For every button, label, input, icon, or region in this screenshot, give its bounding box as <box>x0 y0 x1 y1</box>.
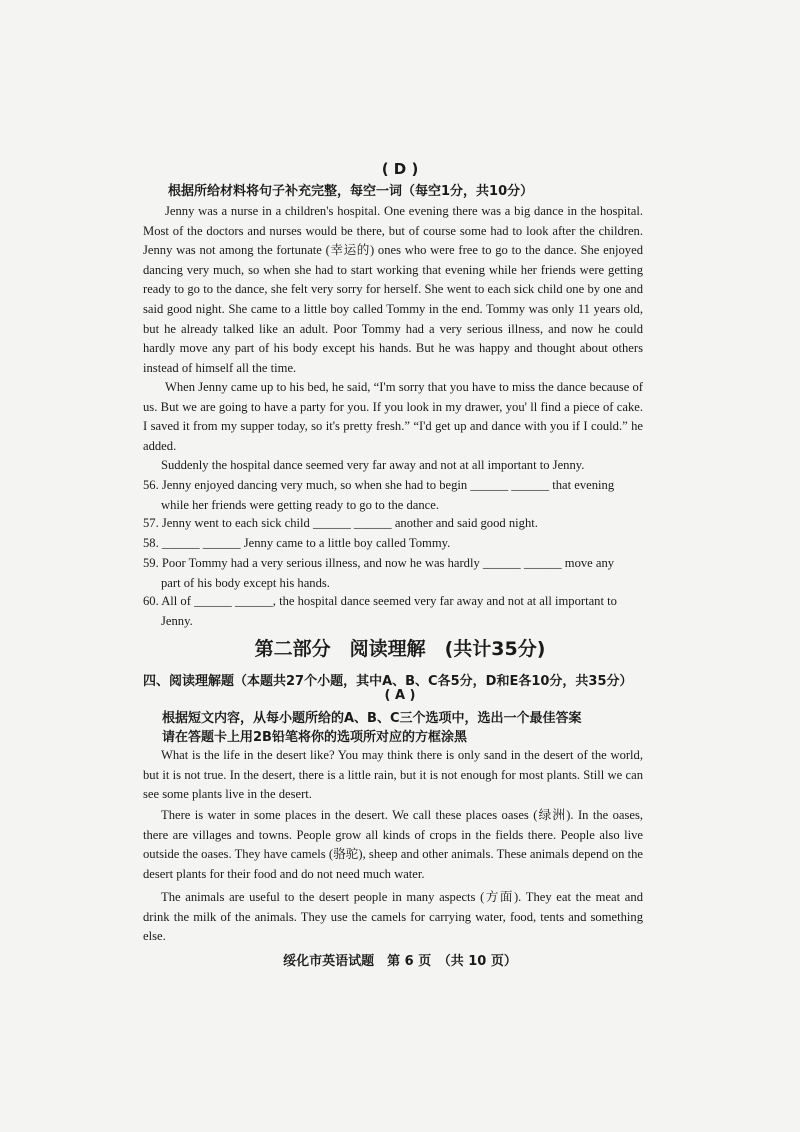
section-four-heading: 四、阅读理解题（本题共27个小题，其中A、B、C各5分，D和E各10分，共35分） <box>143 674 633 689</box>
question-56-line1: 56. Jenny enjoyed dancing very much, so when she had to begin ______ ______ that evening <box>143 478 615 492</box>
section-a-label: ( A ) <box>384 688 416 703</box>
passage-a-paragraph-1: What is the life in the desert like? You may think there is only sand in the desert of the world, but it is not true. In the desert, there is a little rain, but it is not enough for most plants. Still we can see some plants live in the desert. <box>143 748 643 802</box>
question-59-line1: 59. Poor Tommy had a very serious illness, and now he was hardly ______ ______ move any <box>143 556 615 570</box>
question-60-line2: Jenny. <box>161 613 193 628</box>
passage-a-paragraph-3: The animals are useful to the desert people in many aspects (方面). They eat the meat and drink the milk of the animals. They use the camels for carrying water, food, tents and something else. <box>143 890 643 944</box>
question-59-line2: part of his body except his hands. <box>161 575 330 590</box>
passage-a-paragraph-2: There is water in some places in the desert. We call these places oases (绿洲). In the oases, there are villages and towns. People grow all kinds of crops in the fields there. People also live outside the oases. They have camels (骆驼), sheep and other animals. These animals depend on the desert plants for their food and do not need much water. <box>143 808 643 881</box>
section-a-instruction-1: 根据短文内容，从每小题所给的A、B、C三个选项中，选出一个最佳答案 <box>162 711 582 726</box>
passage-d-paragraph-1: Jenny was a nurse in a children's hospital. One evening there was a big dance in the hospital. Most of the doctors and nurses would be there, but of course some had to look after the children. Jenny was not among the fortunate (幸运的) ones who were free to go to the dance. She enjoyed dancing very much, so when she had to start working that evening while her friends were getting ready to go to the dance, she felt very sorry for herself. She went to each sick child one by one and said good night. She came to a little boy called Tommy in the end. Tommy was only 11 years old, but he already talked like an adult. Poor Tommy had a very serious illness, and now he could hardly move any part of his body except his hands. But he was happy and thought about others instead of himself all the time. <box>143 204 643 375</box>
part-two-title: 第二部分 阅读理解 (共计35分) <box>254 638 546 660</box>
section-a-instruction-2: 请在答题卡上用2B铅笔将你的选项所对应的方框涂黑 <box>162 730 467 745</box>
question-57-line1: 57. Jenny went to each sick child ______ ______ another and said good night. <box>143 516 538 530</box>
page-footer: 绥化市英语试题 第 6 页 （共 10 页） <box>283 954 517 969</box>
section-d-instruction: 根据所给材料将句子补充完整，每空一词（每空1分，共10分） <box>168 184 534 199</box>
passage-d-paragraph-3: Suddenly the hospital dance seemed very far away and not at all important to Jenny. <box>161 458 585 472</box>
question-58 <box>143 534 643 554</box>
question-57 <box>143 514 643 534</box>
question-60 <box>143 592 643 631</box>
question-60-line1: 60. All of ______ ______, the hospital dance seemed very far away and not at all important to <box>143 594 617 608</box>
question-56 <box>143 476 643 515</box>
passage-d-paragraph-2: When Jenny came up to his bed, he said, “I'm sorry that you have to miss the dance because of us. But we are going to have a party for you. If you look in my drawer, you' ll find a piece of cake. I saved it from my supper today, so it's pretty fresh.” “I'd get up and dance with you if I could.” he added. <box>143 380 643 453</box>
question-58-line1: 58. ______ ______ Jenny came to a little boy called Tommy. <box>143 536 451 550</box>
question-56-line2: while her friends were getting ready to go to the dance. <box>161 497 440 512</box>
question-59 <box>143 554 643 593</box>
section-d-label: ( D ) <box>381 160 419 178</box>
